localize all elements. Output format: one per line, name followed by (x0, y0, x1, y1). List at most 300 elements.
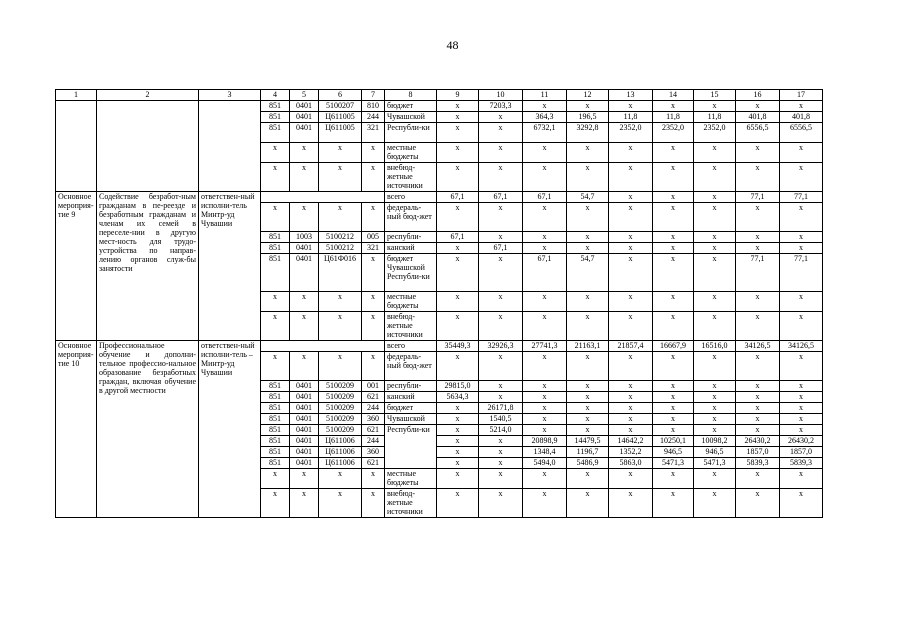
table-cell: x (694, 403, 736, 414)
table-cell: x (523, 101, 567, 112)
table-cell: x (653, 489, 694, 518)
table-cell: 0401 (290, 392, 319, 403)
header-cell: 1 (56, 90, 97, 101)
page-number: 48 (446, 38, 459, 52)
table-cell: x (653, 352, 694, 381)
table-cell: x (609, 243, 653, 254)
table-cell: x (653, 192, 694, 203)
table-cell: 5839,3 (780, 458, 823, 469)
table-cell: 16667,9 (653, 341, 694, 352)
event-9-responsible: ответствен-ный исполни-тель Минтр-уд Чувашии (199, 192, 261, 341)
table-cell: x (609, 292, 653, 312)
table-cell: 1348,4 (523, 447, 567, 458)
table-cell: 0401 (290, 436, 319, 447)
table-cell: 26430,2 (736, 436, 780, 447)
table-cell: x (437, 403, 479, 414)
table-cell: x (567, 469, 609, 489)
table-cell: x (694, 292, 736, 312)
table-cell: x (653, 381, 694, 392)
table-cell: x (479, 458, 523, 469)
table-cell: x (479, 143, 523, 163)
table-cell: x (567, 203, 609, 232)
table-cell: x (780, 232, 823, 243)
table-cell: 851 (261, 232, 290, 243)
table-cell: x (780, 312, 823, 341)
table-cell: x (479, 163, 523, 192)
table-cell: 32926,3 (479, 341, 523, 352)
event-10-responsible: ответствен-ный исполни-тель – Минтр-уд Чувашии (199, 341, 261, 518)
table-cell: x (609, 254, 653, 292)
table-cell: x (523, 425, 567, 436)
table-cell: x (523, 143, 567, 163)
table-cell: x (479, 352, 523, 381)
table-cell: 5494,0 (523, 458, 567, 469)
table-cell: 67,1 (523, 192, 567, 203)
header-cell: 7 (362, 90, 385, 101)
table-cell: 851 (261, 243, 290, 254)
table-cell: x (567, 489, 609, 518)
table-cell: x (736, 352, 780, 381)
table-cell: 5486,9 (567, 458, 609, 469)
table-cell: x (609, 163, 653, 192)
table-cell: x (261, 163, 290, 192)
table-cell: 77,1 (736, 192, 780, 203)
table-cell: внебюд-жетные источники (385, 312, 437, 341)
table-cell: x (694, 101, 736, 112)
table-cell: 0401 (290, 123, 319, 143)
table-cell: x (437, 163, 479, 192)
event-10-name: Основное мероприя-тие 10 (56, 341, 97, 518)
table-cell: x (319, 143, 362, 163)
header-cell: 16 (736, 90, 780, 101)
table-cell: 5100209 (319, 403, 362, 414)
table-cell: республи- (385, 232, 437, 243)
table-cell: x (479, 436, 523, 447)
table-cell: 29815,0 (437, 381, 479, 392)
table-cell: x (694, 163, 736, 192)
table-cell: x (780, 469, 823, 489)
table-cell: Чувашской (385, 414, 437, 425)
table-cell: 5471,3 (694, 458, 736, 469)
table-cell: 851 (261, 425, 290, 436)
table-cell: 321 (362, 123, 385, 143)
table-cell: 0401 (290, 447, 319, 458)
table-cell: x (362, 203, 385, 232)
table-cell: x (653, 469, 694, 489)
table-cell: x (437, 101, 479, 112)
table-cell (97, 101, 199, 192)
table-cell: 1857,0 (736, 447, 780, 458)
event-9-description: Содействие безработ-ным гражданам в пе-реезде и безработным гражданам и членам их семей в переселе-нии в другую мест-ность для трудо-устройства по направ-лению органов служ-бы занятости (97, 192, 199, 341)
table-cell: 621 (362, 392, 385, 403)
table-cell: x (694, 489, 736, 518)
table-cell: x (567, 414, 609, 425)
header-cell: 5 (290, 90, 319, 101)
table-cell: x (523, 403, 567, 414)
table-cell: 54,7 (567, 254, 609, 292)
table-cell: x (694, 381, 736, 392)
table-cell: x (290, 292, 319, 312)
header-cell: 9 (437, 90, 479, 101)
table-cell: 851 (261, 447, 290, 458)
table-cell: 2352,0 (609, 123, 653, 143)
table-cell: 5100209 (319, 392, 362, 403)
table-cell: 401,8 (736, 112, 780, 123)
table-cell: 11,8 (694, 112, 736, 123)
table-cell: x (653, 203, 694, 232)
table-cell: x (437, 123, 479, 143)
table-cell: 5214,0 (479, 425, 523, 436)
table-cell: x (362, 312, 385, 341)
table-cell: 67,1 (523, 254, 567, 292)
table-cell: x (694, 414, 736, 425)
table-cell (261, 341, 385, 352)
table-cell: x (567, 243, 609, 254)
table-cell: x (362, 352, 385, 381)
table-cell: x (362, 469, 385, 489)
table-cell: бюджет (385, 101, 437, 112)
table-cell: 401,8 (780, 112, 823, 123)
header-cell: 13 (609, 90, 653, 101)
table-row (56, 90, 823, 101)
table-row (56, 341, 823, 352)
table-cell: 810 (362, 101, 385, 112)
table-cell: Ц611006 (319, 458, 362, 469)
table-cell: x (523, 203, 567, 232)
table-cell: x (653, 392, 694, 403)
table-cell: x (736, 243, 780, 254)
table-cell: 2352,0 (694, 123, 736, 143)
table-cell: x (319, 352, 362, 381)
table-cell: 21857,4 (609, 341, 653, 352)
table-cell: 946,5 (653, 447, 694, 458)
table-cell: x (609, 232, 653, 243)
table-cell: 77,1 (780, 192, 823, 203)
table-cell: x (653, 254, 694, 292)
table-cell: 851 (261, 112, 290, 123)
table-cell: 67,1 (479, 243, 523, 254)
table-cell: x (437, 458, 479, 469)
table-cell: x (736, 392, 780, 403)
budget-table (55, 89, 823, 518)
table-cell: x (736, 292, 780, 312)
table-cell: Ц611006 (319, 436, 362, 447)
table-cell: x (290, 489, 319, 518)
table-cell: x (523, 469, 567, 489)
table-cell: x (261, 469, 290, 489)
header-cell: 6 (319, 90, 362, 101)
table-cell: x (567, 163, 609, 192)
table-cell: x (736, 203, 780, 232)
table-cell: x (261, 352, 290, 381)
table-cell: 20898,9 (523, 436, 567, 447)
table-cell: x (362, 163, 385, 192)
table-cell: x (567, 101, 609, 112)
table-cell: x (736, 381, 780, 392)
table-cell: 244 (362, 403, 385, 414)
table-cell: республи- (385, 381, 437, 392)
table-cell: x (261, 489, 290, 518)
table-cell: x (694, 192, 736, 203)
table-cell: x (780, 403, 823, 414)
table-cell: федераль-ный бюд-жет (385, 203, 437, 232)
table-cell: Ц611005 (319, 112, 362, 123)
table-cell: x (437, 425, 479, 436)
table-cell: 34126,5 (736, 341, 780, 352)
table-cell: 6556,5 (736, 123, 780, 143)
table-cell: 11,8 (609, 112, 653, 123)
header-cell: 14 (653, 90, 694, 101)
table-cell: x (290, 203, 319, 232)
table-cell: 67,1 (437, 232, 479, 243)
table-cell: x (694, 203, 736, 232)
table-cell: x (609, 469, 653, 489)
table-cell: x (780, 243, 823, 254)
table-cell: x (290, 163, 319, 192)
table-cell: x (780, 292, 823, 312)
table-cell: x (694, 312, 736, 341)
table-cell: x (609, 489, 653, 518)
table-cell: 77,1 (736, 254, 780, 292)
table-cell: местные бюджеты (385, 143, 437, 163)
table-cell: x (523, 243, 567, 254)
table-cell: 005 (362, 232, 385, 243)
table-cell: 54,7 (567, 192, 609, 203)
table-cell: 0401 (290, 254, 319, 292)
table-cell: бюджет Чувашской Республи-ки (385, 254, 437, 292)
table-cell: x (523, 414, 567, 425)
table-cell: x (290, 143, 319, 163)
table-cell: x (780, 489, 823, 518)
table-cell: x (479, 312, 523, 341)
table-cell: x (780, 101, 823, 112)
table-cell: 0401 (290, 112, 319, 123)
table-cell: x (736, 232, 780, 243)
table-cell: x (653, 312, 694, 341)
table-cell: x (261, 203, 290, 232)
table-cell: x (736, 469, 780, 489)
table-cell: 14642,2 (609, 436, 653, 447)
header-cell: 4 (261, 90, 290, 101)
table-cell: x (479, 112, 523, 123)
table-cell: x (736, 425, 780, 436)
table-cell: x (567, 143, 609, 163)
table-cell: x (437, 203, 479, 232)
table-cell: x (694, 425, 736, 436)
table-cell: бюджет (385, 403, 437, 414)
table-cell: x (479, 447, 523, 458)
table-cell: 851 (261, 254, 290, 292)
table-cell: x (437, 112, 479, 123)
table-cell: 35449,3 (437, 341, 479, 352)
table-cell: x (319, 292, 362, 312)
table-cell: x (290, 312, 319, 341)
table-cell: 10250,1 (653, 436, 694, 447)
table-cell: x (780, 381, 823, 392)
table-cell: канский (385, 392, 437, 403)
table-cell: x (261, 312, 290, 341)
header-cell: 17 (780, 90, 823, 101)
table-cell: 851 (261, 458, 290, 469)
header-cell: 3 (199, 90, 261, 101)
table-cell: 5100212 (319, 243, 362, 254)
table-cell: 621 (362, 458, 385, 469)
table-cell: x (319, 489, 362, 518)
table-cell: 6556,5 (780, 123, 823, 143)
table-cell: x (567, 292, 609, 312)
table-cell: 851 (261, 436, 290, 447)
table-cell: 16516,0 (694, 341, 736, 352)
table-cell: 5100207 (319, 101, 362, 112)
table-cell: 360 (362, 447, 385, 458)
table-cell: x (653, 243, 694, 254)
table-cell: 11,8 (653, 112, 694, 123)
event-10-description: Профессиональное обучение и дополни-тельное профессио-нальное образование безработных граждан, включая обучение в другой местности (97, 341, 199, 518)
table-cell: x (694, 143, 736, 163)
table-cell: x (567, 381, 609, 392)
table-cell: 5100209 (319, 425, 362, 436)
table-cell: 621 (362, 425, 385, 436)
table-cell: x (479, 381, 523, 392)
table-cell: x (523, 392, 567, 403)
table-cell: x (567, 352, 609, 381)
table-cell (261, 192, 385, 203)
table-cell: x (319, 203, 362, 232)
table-cell: 851 (261, 392, 290, 403)
table-cell: x (653, 425, 694, 436)
table-cell: 946,5 (694, 447, 736, 458)
table-cell: 1857,0 (780, 447, 823, 458)
table-cell: Республи-ки (385, 123, 437, 143)
table-cell: x (523, 312, 567, 341)
table-cell: x (437, 414, 479, 425)
table-cell: x (736, 143, 780, 163)
table-cell: 5839,3 (736, 458, 780, 469)
table-cell: x (780, 143, 823, 163)
table-cell: x (780, 414, 823, 425)
table-cell: x (319, 163, 362, 192)
table-cell: Ц61Ф016 (319, 254, 362, 292)
table-cell: x (694, 254, 736, 292)
table-cell: 851 (261, 414, 290, 425)
table-cell: 5634,3 (437, 392, 479, 403)
table-cell: x (437, 469, 479, 489)
table-cell: 3292,8 (567, 123, 609, 143)
table-cell: x (780, 352, 823, 381)
table-cell: x (694, 243, 736, 254)
table-cell: федераль-ный бюд-жет (385, 352, 437, 381)
table-cell: x (523, 489, 567, 518)
table-cell: Ц611006 (319, 447, 362, 458)
table-cell: x (479, 232, 523, 243)
header-cell: 10 (479, 90, 523, 101)
table-cell: 0401 (290, 425, 319, 436)
table-cell: x (479, 392, 523, 403)
table-cell: x (479, 203, 523, 232)
table-cell: x (437, 254, 479, 292)
table-cell: 1540,5 (479, 414, 523, 425)
table-cell: x (694, 232, 736, 243)
table-cell: x (653, 414, 694, 425)
table-cell: 851 (261, 381, 290, 392)
table-cell: x (653, 232, 694, 243)
table-cell: 360 (362, 414, 385, 425)
table-cell: 6732,1 (523, 123, 567, 143)
table-cell: x (523, 352, 567, 381)
event-9-name: Основное мероприя-тие 9 (56, 192, 97, 341)
table-cell: 0401 (290, 403, 319, 414)
table-cell: x (523, 381, 567, 392)
table-cell: x (736, 489, 780, 518)
table-cell: 364,3 (523, 112, 567, 123)
table-cell: x (609, 203, 653, 232)
table-cell: x (567, 232, 609, 243)
table-cell: x (523, 292, 567, 312)
table-cell: x (653, 403, 694, 414)
table-cell: 001 (362, 381, 385, 392)
table-cell: x (437, 292, 479, 312)
table-cell: 1196,7 (567, 447, 609, 458)
table-cell: x (437, 489, 479, 518)
table-cell: 67,1 (479, 192, 523, 203)
table-cell: внебюд-жетные источники (385, 163, 437, 192)
table-cell: x (437, 243, 479, 254)
table-cell: 26430,2 (780, 436, 823, 447)
table-cell: x (479, 254, 523, 292)
table-cell: x (319, 469, 362, 489)
table-cell: x (437, 447, 479, 458)
table-cell: 196,5 (567, 112, 609, 123)
table-cell: 321 (362, 243, 385, 254)
table-cell: x (319, 312, 362, 341)
table-cell: 14479,5 (567, 436, 609, 447)
table-cell: x (609, 381, 653, 392)
table-cell: x (523, 163, 567, 192)
table-cell: x (653, 292, 694, 312)
table-cell: x (290, 469, 319, 489)
table-cell: x (694, 392, 736, 403)
table-cell: 851 (261, 403, 290, 414)
table-cell: x (523, 232, 567, 243)
table-cell: 27741,3 (523, 341, 567, 352)
table-cell: x (780, 425, 823, 436)
table-cell: x (653, 163, 694, 192)
table-cell: 244 (362, 112, 385, 123)
table-cell: 1352,2 (609, 447, 653, 458)
table-cell: x (694, 469, 736, 489)
table-cell: 5100209 (319, 414, 362, 425)
table-row (56, 192, 823, 203)
table-cell: 7203,3 (479, 101, 523, 112)
table-cell: 5471,3 (653, 458, 694, 469)
table-cell: x (609, 352, 653, 381)
table-cell: x (609, 414, 653, 425)
table-cell: x (609, 192, 653, 203)
table-cell: Чувашской (385, 112, 437, 123)
table-cell: 10098,2 (694, 436, 736, 447)
table-cell: x (479, 292, 523, 312)
table-cell: x (780, 203, 823, 232)
table-cell: x (736, 163, 780, 192)
table-cell: x (567, 312, 609, 341)
table-cell: x (609, 425, 653, 436)
table-cell: x (653, 143, 694, 163)
table-cell: x (736, 414, 780, 425)
table-cell: x (736, 403, 780, 414)
table-cell: 0401 (290, 458, 319, 469)
table-cell: 5100209 (319, 381, 362, 392)
table-cell: x (609, 392, 653, 403)
